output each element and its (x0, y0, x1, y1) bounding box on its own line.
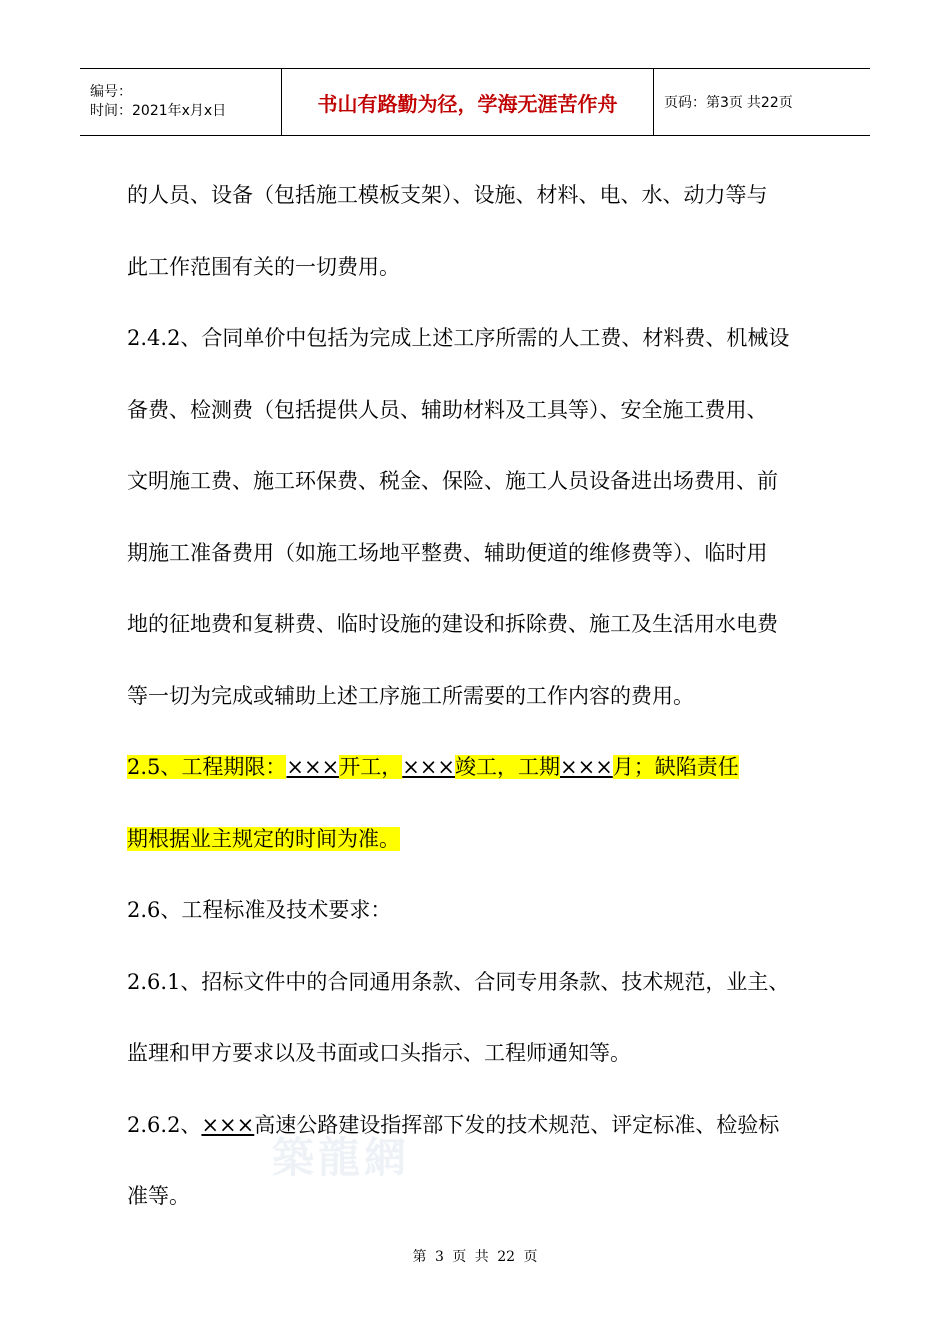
line-text: 2.6.2、 (127, 1112, 202, 1137)
number-label: 编号： (90, 84, 132, 100)
paragraph-line: 等一切为完成或辅助上述工序施工所需要的工作内容的费用。 (127, 683, 694, 708)
paragraph-line: 期施工准备费用（如施工场地平整费、辅助便道的维修费等）、临时用 (127, 540, 768, 565)
highlighted-text: 月；缺陷责任 (612, 755, 739, 779)
watermark-logo: 築龍網 (272, 1133, 411, 1182)
placeholder-underline: ××× (201, 1112, 255, 1137)
page-label: 页码：第3页 (664, 95, 743, 111)
page-footer: 第 3 页 共 22 页 (412, 1249, 538, 1265)
placeholder-underline: ××× (402, 755, 455, 779)
paragraph-line: 的人员、设备（包括施工模板支架）、设施、材料、电、水、动力等与 (127, 183, 768, 207)
page-header (80, 68, 870, 136)
time-label: 时间：2021年x月x日 (90, 103, 227, 119)
paragraph-line: 备费、检测费（包括提供人员、辅助材料及工具等）、安全施工费用、 (127, 397, 768, 422)
highlighted-line-defect-period (127, 804, 827, 876)
paragraph-line: 监理和甲方要求以及书面或口头指示、工程师通知等。 (127, 1041, 631, 1065)
document-body (127, 160, 827, 1233)
paragraph-line: 2.6.1、招标文件中的合同通用条款、合同专用条款、技术规范，业主、 (127, 969, 790, 994)
line-text: 高速公路建设指挥部下发的技术规范、评定标准、检验标 (254, 1112, 780, 1137)
header-meta (80, 69, 282, 135)
paragraph-line (127, 1090, 827, 1162)
placeholder-underline: ××× (286, 755, 340, 779)
paragraph-line: 准等。 (127, 1184, 190, 1208)
placeholder-underline: ××× (560, 755, 613, 779)
total-label: 共22页 (746, 95, 793, 111)
paragraph-line: 2.4.2、合同单价中包括为完成上述工序所需的人工费、材料费、机械设 (127, 326, 790, 350)
header-motto: 书山有路勤为径，学海无涯苦作舟 (282, 69, 654, 135)
highlighted-text: 开工， (339, 755, 403, 779)
highlighted-line-project-period (127, 732, 827, 804)
header-page-info (654, 69, 870, 135)
highlighted-text: 2.5、工程期限： (127, 755, 287, 779)
paragraph-line: 地的征地费和复耕费、临时设施的建设和拆除费、施工及生活用水电费 (127, 612, 778, 636)
paragraph-line: 此工作范围有关的一切费用。 (127, 254, 400, 279)
paragraph-line: 2.6、工程标准及技术要求： (127, 898, 392, 922)
highlighted-text: 期根据业主规定的时间为准。 (127, 826, 400, 851)
paragraph-line: 文明施工费、施工环保费、税金、保险、施工人员设备进出场费用、前 (127, 469, 778, 493)
highlighted-text: 竣工，工期 (455, 755, 560, 779)
